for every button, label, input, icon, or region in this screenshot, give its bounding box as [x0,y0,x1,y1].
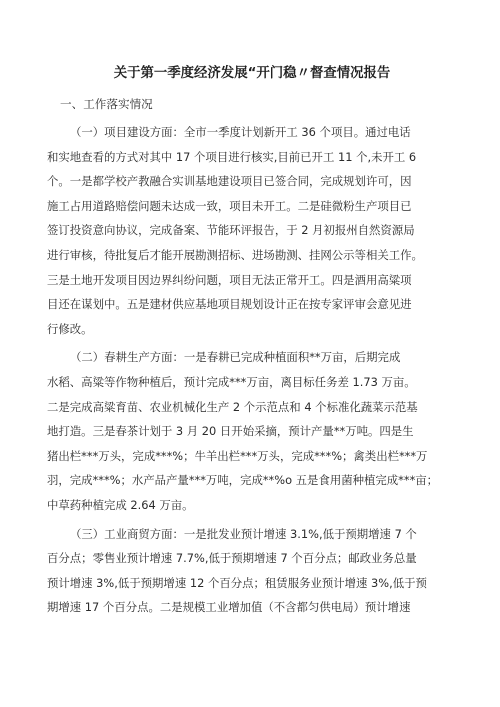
paragraph-line: 施工占用道路赔偿问题未达成一致，项目未开工。二是硅微粉生产项目已 [47,198,412,213]
paragraph-line: 羽，完成***%；水产品产量***万吨，完成**%o 五是食用菌种植完成***亩； [47,473,439,488]
paragraph-line: 地打造。三是春茶计划于 3 月 20 日开始采摘，预计产量**万吨。四是生 [47,424,414,439]
paragraph-line: 中草药种植完成 2.64 万亩。 [47,497,194,512]
paragraph-line: 目还在谋划中。五是建材供应基地项目规划设计正在按专家评审会意见进 [47,297,412,312]
paragraph-line: 行修改。 [47,321,93,336]
paragraph-line: 百分点；零售业预计增速 7.7%,低于预期增速 7 个百分点；邮政业务总量 [47,551,417,566]
paragraph [47,345,457,517]
paragraph [47,522,457,620]
paragraph-line: 签订投资意向协议，完成备案、节能环评报告，于 2 月初报州自然资源局 [47,223,415,238]
paragraph-line: 预计增速 3%,低于预期增速 12 个百分点；租赁服务业预计增速 3%,低于预 [47,575,427,590]
paragraph-line: 二是完成高粱育苗、农业机械化生产 2 个示范点和 4 个标准化蔬菜示范基 [47,399,418,414]
paragraph-line: 进行审核，待批复后才能开展勘测招标、进场勘测、挂网公示等相关工作。 [47,247,423,262]
paragraph-line: 猪出栏***万头，完成***%；牛羊出栏***万头，完成***%；禽类出栏***万 [47,448,428,463]
paragraph-line: 和实地查看的方式对其中 17 个项目进行核实,目前已开工 11 个,未开工 6 [47,149,417,164]
paragraph-line: （二）春耕生产方面：一是春耕已完成种植面积**万亩，后期完成 [70,350,401,365]
paragraph-line: （三）工业商贸方面：一是批发业预计增速 3.1%,低于预期增速 7 个 [70,526,417,541]
document-body [47,120,457,620]
document-title: 关于第一季度经济发展“开门稳〃督查情况报告 [113,66,391,81]
paragraph-line: 期增速 17 个百分点。二是规模工业增加值（不含都匀供电局）预计增速 [47,600,411,615]
paragraph-line: 水稻、高粱等作物种植后，预计完成***万亩，离目标任务差 1.73 万亩。 [47,374,416,389]
paragraph-line: （一）项目建设方面：全市一季度计划新开工 36 个项目。通过电话 [70,125,411,139]
section-heading: 一、工作落实情况 [60,97,153,111]
paragraph [47,120,457,341]
paragraph-line: 三是土地开发项目因边界纠纷问题，项目无法正常开工。四是酒用高粱项 [47,272,412,287]
paragraph-line: 个。一是都学校产教融合实训基地建设项目已签合同，完成规划许可，因 [47,174,412,189]
